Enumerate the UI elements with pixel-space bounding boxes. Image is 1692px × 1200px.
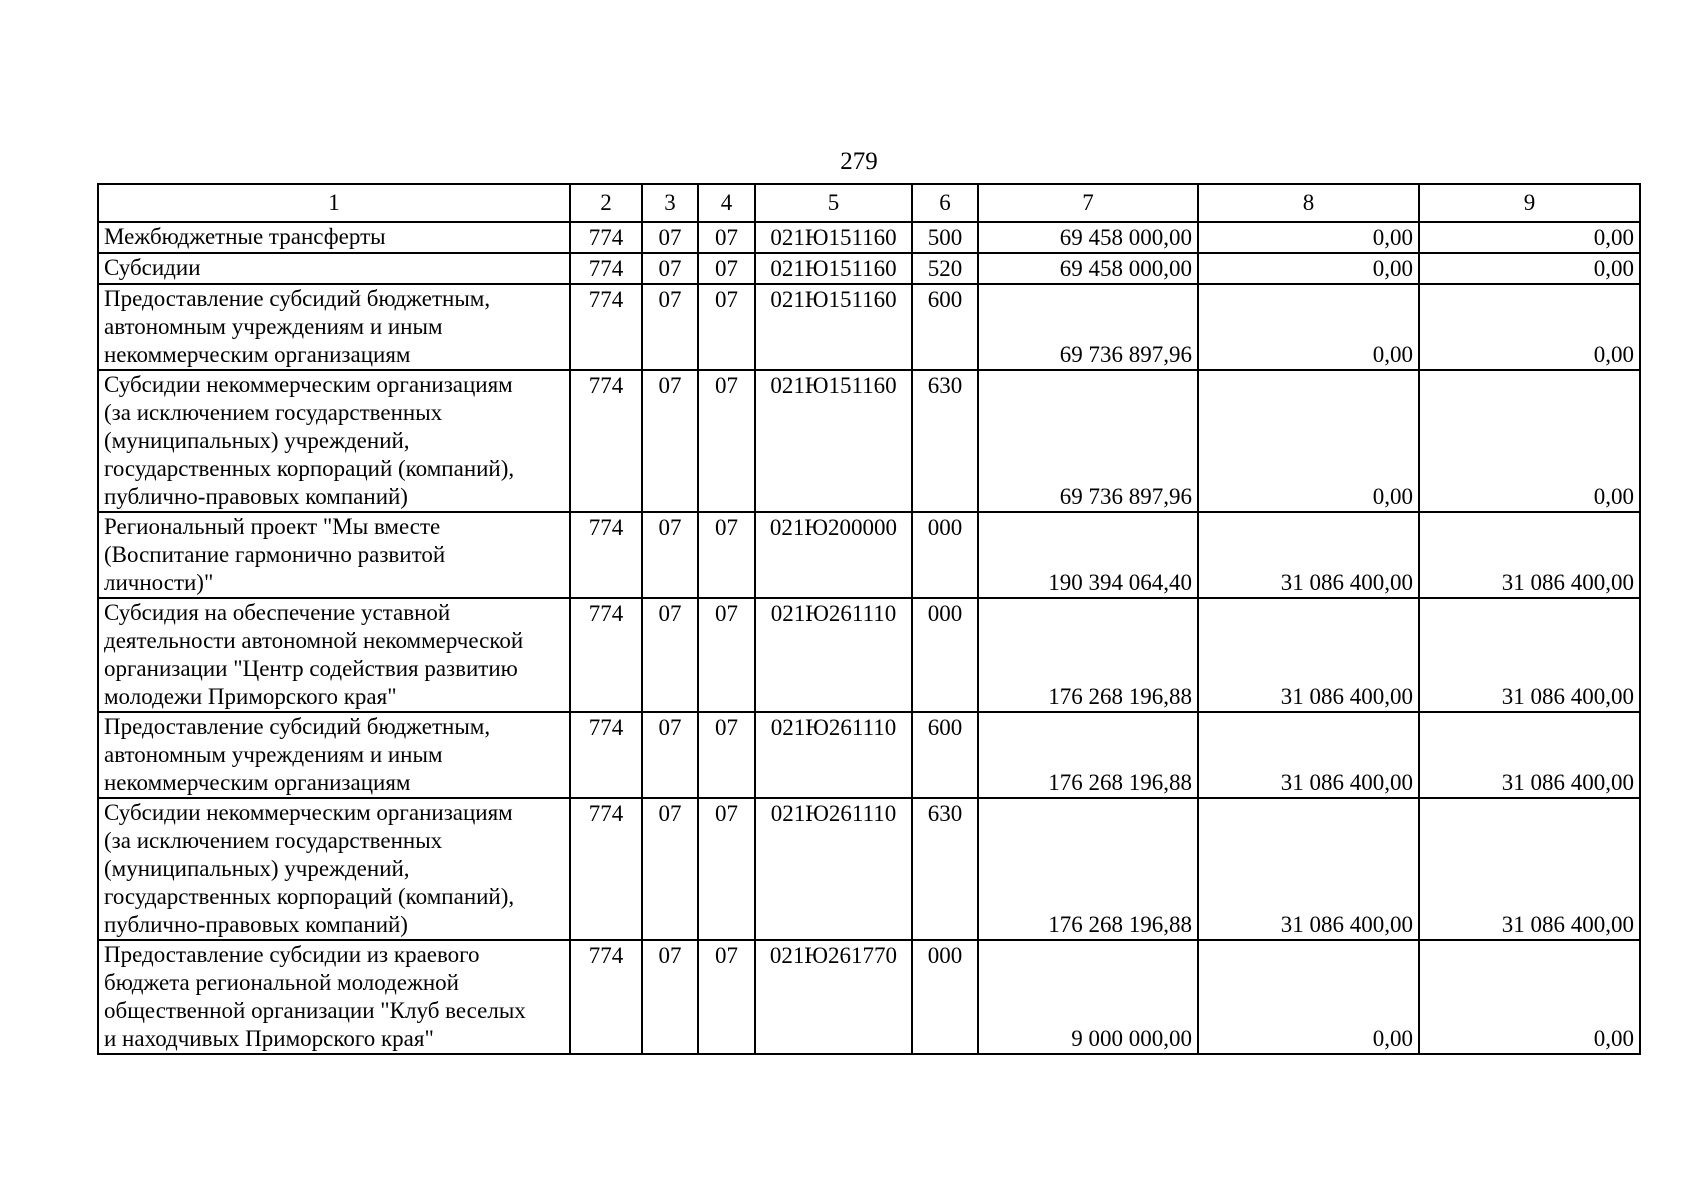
amount-cell-col7: 69 458 000,00 bbox=[978, 222, 1198, 253]
row-name-line: (Воспитание гармонично развитой bbox=[104, 542, 446, 567]
amount-cell-col8: 0,00 bbox=[1198, 284, 1419, 370]
header-cell: 9 bbox=[1419, 184, 1640, 222]
row-name-line: Предоставление субсидии из краевого bbox=[104, 942, 480, 967]
row-name-line: молодежи Приморского края" bbox=[104, 684, 397, 709]
target-article-cell: 021Ю261110 bbox=[755, 712, 912, 798]
section-code-cell: 07 bbox=[642, 712, 698, 798]
header-cell: 6 bbox=[912, 184, 978, 222]
amount-cell-col9: 0,00 bbox=[1419, 222, 1640, 253]
amount-cell-col8: 0,00 bbox=[1198, 222, 1419, 253]
row-name-line: государственных корпораций (компаний), bbox=[104, 456, 515, 481]
target-article-cell: 021Ю200000 bbox=[755, 512, 912, 598]
admin-code-cell: 774 bbox=[570, 712, 642, 798]
row-name-line: Субсидии bbox=[104, 255, 201, 280]
amount-cell-col9: 0,00 bbox=[1419, 370, 1640, 512]
amount-cell-col7: 190 394 064,40 bbox=[978, 512, 1198, 598]
row-name-line: публично-правовых компаний) bbox=[104, 484, 408, 509]
subsection-code-cell: 07 bbox=[698, 512, 755, 598]
table-row bbox=[98, 940, 1640, 1054]
row-name-cell bbox=[98, 222, 570, 253]
amount-cell-col8: 31 086 400,00 bbox=[1198, 798, 1419, 940]
target-article-cell: 021Ю151160 bbox=[755, 222, 912, 253]
section-code-cell: 07 bbox=[642, 512, 698, 598]
row-name-line: Предоставление субсидий бюджетным, bbox=[104, 286, 491, 311]
budget-table bbox=[97, 183, 1641, 1055]
header-cell: 2 bbox=[570, 184, 642, 222]
header-cell: 1 bbox=[98, 184, 570, 222]
subsection-code-cell: 07 bbox=[698, 370, 755, 512]
admin-code-cell: 774 bbox=[570, 940, 642, 1054]
table-row bbox=[98, 370, 1640, 512]
row-name-line: некоммерческим организациям bbox=[104, 770, 411, 795]
expense-type-cell: 600 bbox=[912, 712, 978, 798]
amount-cell-col9: 31 086 400,00 bbox=[1419, 598, 1640, 712]
row-name-line: автономным учреждениям и иным bbox=[104, 742, 443, 767]
amount-cell-col7: 176 268 196,88 bbox=[978, 798, 1198, 940]
amount-cell-col7: 176 268 196,88 bbox=[978, 598, 1198, 712]
row-name-line: Субсидия на обеспечение уставной bbox=[104, 600, 451, 625]
subsection-code-cell: 07 bbox=[698, 222, 755, 253]
amount-cell-col8: 31 086 400,00 bbox=[1198, 512, 1419, 598]
section-code-cell: 07 bbox=[642, 370, 698, 512]
row-name-line: бюджета региональной молодежной bbox=[104, 970, 459, 995]
admin-code-cell: 774 bbox=[570, 253, 642, 284]
amount-cell-col9: 31 086 400,00 bbox=[1419, 712, 1640, 798]
section-code-cell: 07 bbox=[642, 253, 698, 284]
expense-type-cell: 600 bbox=[912, 284, 978, 370]
amount-cell-col9: 31 086 400,00 bbox=[1419, 798, 1640, 940]
row-name-line: (муниципальных) учреждений, bbox=[104, 856, 410, 881]
row-name-line: (муниципальных) учреждений, bbox=[104, 428, 410, 453]
header-cell: 3 bbox=[642, 184, 698, 222]
amount-cell-col8: 31 086 400,00 bbox=[1198, 598, 1419, 712]
row-name-line: организации "Центр содействия развитию bbox=[104, 656, 518, 681]
section-code-cell: 07 bbox=[642, 284, 698, 370]
page-number: 279 bbox=[840, 148, 878, 175]
row-name-cell bbox=[98, 284, 570, 370]
row-name-line: (за исключением государственных bbox=[104, 828, 443, 853]
row-name-cell bbox=[98, 370, 570, 512]
row-name-cell bbox=[98, 598, 570, 712]
amount-cell-col9: 0,00 bbox=[1419, 940, 1640, 1054]
table-row bbox=[98, 598, 1640, 712]
row-name-line: Предоставление субсидий бюджетным, bbox=[104, 714, 491, 739]
row-name-line: Субсидии некоммерческим организациям bbox=[104, 800, 513, 825]
expense-type-cell: 000 bbox=[912, 512, 978, 598]
amount-cell-col7: 69 736 897,96 bbox=[978, 284, 1198, 370]
admin-code-cell: 774 bbox=[570, 598, 642, 712]
table-body bbox=[98, 222, 1640, 1054]
row-name-cell bbox=[98, 712, 570, 798]
row-name-line: личности)" bbox=[104, 570, 214, 595]
amount-cell-col9: 31 086 400,00 bbox=[1419, 512, 1640, 598]
amount-cell-col7: 9 000 000,00 bbox=[978, 940, 1198, 1054]
table-row bbox=[98, 712, 1640, 798]
section-code-cell: 07 bbox=[642, 222, 698, 253]
row-name-line: (за исключением государственных bbox=[104, 400, 443, 425]
subsection-code-cell: 07 bbox=[698, 940, 755, 1054]
admin-code-cell: 774 bbox=[570, 284, 642, 370]
row-name-line: Субсидии некоммерческим организациям bbox=[104, 372, 513, 397]
header-cell: 8 bbox=[1198, 184, 1419, 222]
section-code-cell: 07 bbox=[642, 798, 698, 940]
amount-cell-col8: 31 086 400,00 bbox=[1198, 712, 1419, 798]
target-article-cell: 021Ю261110 bbox=[755, 798, 912, 940]
subsection-code-cell: 07 bbox=[698, 284, 755, 370]
table-row bbox=[98, 798, 1640, 940]
table-row bbox=[98, 284, 1640, 370]
row-name-cell bbox=[98, 940, 570, 1054]
row-name-line: деятельности автономной некоммерческой bbox=[104, 628, 524, 653]
row-name-line: государственных корпораций (компаний), bbox=[104, 884, 515, 909]
target-article-cell: 021Ю151160 bbox=[755, 370, 912, 512]
row-name-line: публично-правовых компаний) bbox=[104, 912, 408, 937]
row-name-line: Межбюджетные трансферты bbox=[104, 224, 386, 249]
row-name-cell bbox=[98, 512, 570, 598]
expense-type-cell: 520 bbox=[912, 253, 978, 284]
admin-code-cell: 774 bbox=[570, 512, 642, 598]
row-name-line: и находчивых Приморского края" bbox=[104, 1026, 434, 1051]
amount-cell-col9: 0,00 bbox=[1419, 253, 1640, 284]
row-name-line: общественной организации "Клуб веселых bbox=[104, 998, 526, 1023]
target-article-cell: 021Ю261110 bbox=[755, 598, 912, 712]
section-code-cell: 07 bbox=[642, 940, 698, 1054]
amount-cell-col7: 69 458 000,00 bbox=[978, 253, 1198, 284]
subsection-code-cell: 07 bbox=[698, 798, 755, 940]
row-name-cell bbox=[98, 798, 570, 940]
header-cell: 4 bbox=[698, 184, 755, 222]
subsection-code-cell: 07 bbox=[698, 598, 755, 712]
table-row bbox=[98, 253, 1640, 284]
expense-type-cell: 630 bbox=[912, 370, 978, 512]
expense-type-cell: 500 bbox=[912, 222, 978, 253]
admin-code-cell: 774 bbox=[570, 222, 642, 253]
row-name-cell bbox=[98, 253, 570, 284]
header-cell: 7 bbox=[978, 184, 1198, 222]
expense-type-cell: 630 bbox=[912, 798, 978, 940]
subsection-code-cell: 07 bbox=[698, 253, 755, 284]
header-cell: 5 bbox=[755, 184, 912, 222]
header-row bbox=[98, 184, 1640, 222]
amount-cell-col9: 0,00 bbox=[1419, 284, 1640, 370]
admin-code-cell: 774 bbox=[570, 798, 642, 940]
table-row bbox=[98, 222, 1640, 253]
subsection-code-cell: 07 bbox=[698, 712, 755, 798]
target-article-cell: 021Ю151160 bbox=[755, 284, 912, 370]
row-name-line: автономным учреждениям и иным bbox=[104, 314, 443, 339]
row-name-line: Региональный проект "Мы вместе bbox=[104, 514, 441, 539]
amount-cell-col7: 69 736 897,96 bbox=[978, 370, 1198, 512]
row-name-line: некоммерческим организациям bbox=[104, 342, 411, 367]
amount-cell-col8: 0,00 bbox=[1198, 253, 1419, 284]
amount-cell-col8: 0,00 bbox=[1198, 370, 1419, 512]
section-code-cell: 07 bbox=[642, 598, 698, 712]
table-row bbox=[98, 512, 1640, 598]
target-article-cell: 021Ю151160 bbox=[755, 253, 912, 284]
expense-type-cell: 000 bbox=[912, 940, 978, 1054]
target-article-cell: 021Ю261770 bbox=[755, 940, 912, 1054]
admin-code-cell: 774 bbox=[570, 370, 642, 512]
expense-type-cell: 000 bbox=[912, 598, 978, 712]
amount-cell-col7: 176 268 196,88 bbox=[978, 712, 1198, 798]
amount-cell-col8: 0,00 bbox=[1198, 940, 1419, 1054]
